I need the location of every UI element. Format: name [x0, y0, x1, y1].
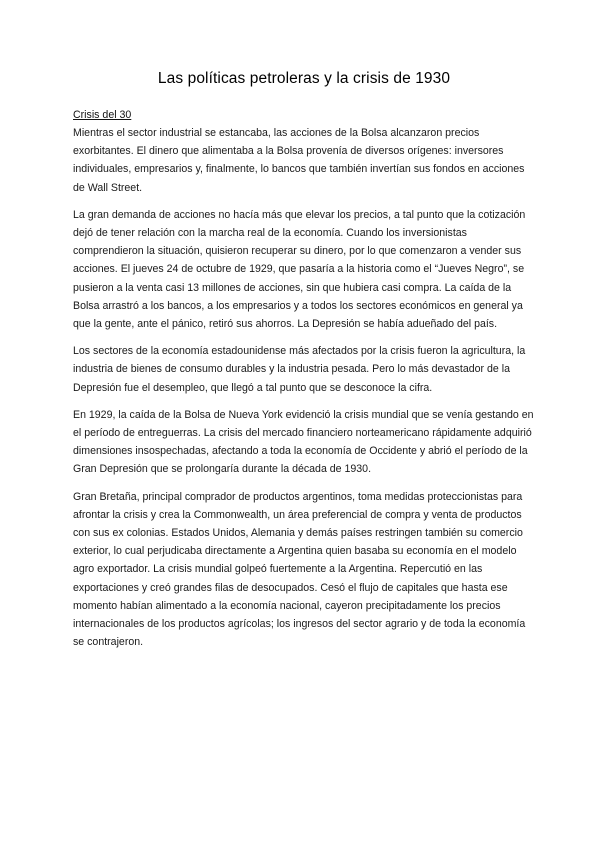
document-page [73, 70, 535, 660]
document-title: Las políticas petroleras y la crisis de 1930 [157, 70, 451, 87]
paragraph-2: La gran demanda de acciones no hacía más que elevar los precios, a tal punto que la cotización dejó de tener relación con la marcha real de la economía. Cuando los inversionistas comprendieron la situación, quisieron recuperar su dinero, por lo que comenzaron a vender sus acciones. El jueves 24 de octubre de 1929, que pasaría a la historia como el “Jueves Negro”, se pusieron a la venta casi 13 millones de acciones, sin que hubiera casi compra. La caída de la Bolsa arrastró a los bancos, a los empresarios y a todos los sectores económicos en general ya que la gente, ante el pánico, retiró sus ahorros. La Depresión se había adueñado del país. [73, 208, 526, 331]
paragraph-5: Gran Bretaña, principal comprador de productos argentinos, toma medidas proteccionistas para afrontar la crisis y crea la Commonwealth, un área preferencial de compra y venta de productos con sus ex colonias. Estados Unidos, Alemania y demás países restringen también su comercio exterior, lo cual perjudicaba directamente a Argentina quien basaba su economía en el modelo agro exportador. La crisis mundial golpeó fuertemente a la Argentina. Repercutió en las exportaciones y creó grandes filas de desocupados. Cesó el flujo de capitales que hasta ese momento habían alimentado a la economía nacional, cayeron precipitadamente los precios internacionales de los productos agrícolas; los ingresos del sector agrario y de toda la economía se contrajeron. [73, 490, 526, 649]
section-heading: Crisis del 30 [73, 109, 132, 121]
paragraph-3: Los sectores de la economía estadounidense más afectados por la crisis fueron la agricultura, la industria de bienes de consumo durables y la industria pesada. Pero lo más devastador de la Depresión fue el desempleo, que llegó a tal punto que se desconoce la cifra. [73, 345, 526, 394]
paragraph-1: Mientras el sector industrial se estancaba, las acciones de la Bolsa alcanzaron precios exorbitantes. El dinero que alimentaba a la Bolsa provenía de diversos orígenes: inversores individuales, empresarios y, finalmente, lo bancos que también invertían sus fondos en acciones de Wall Street. [73, 127, 525, 194]
paragraph-4: En 1929, la caída de la Bolsa de Nueva York evidenció la crisis mundial que se venía gestando en el período de entreguerras. La crisis del mercado financiero norteamericano rápidamente adquirió dimensiones insospechadas, afectando a toda la economía de Occidente y abrió el período de la Gran Depresión que se prolongaría durante la década de 1930. [73, 408, 534, 476]
